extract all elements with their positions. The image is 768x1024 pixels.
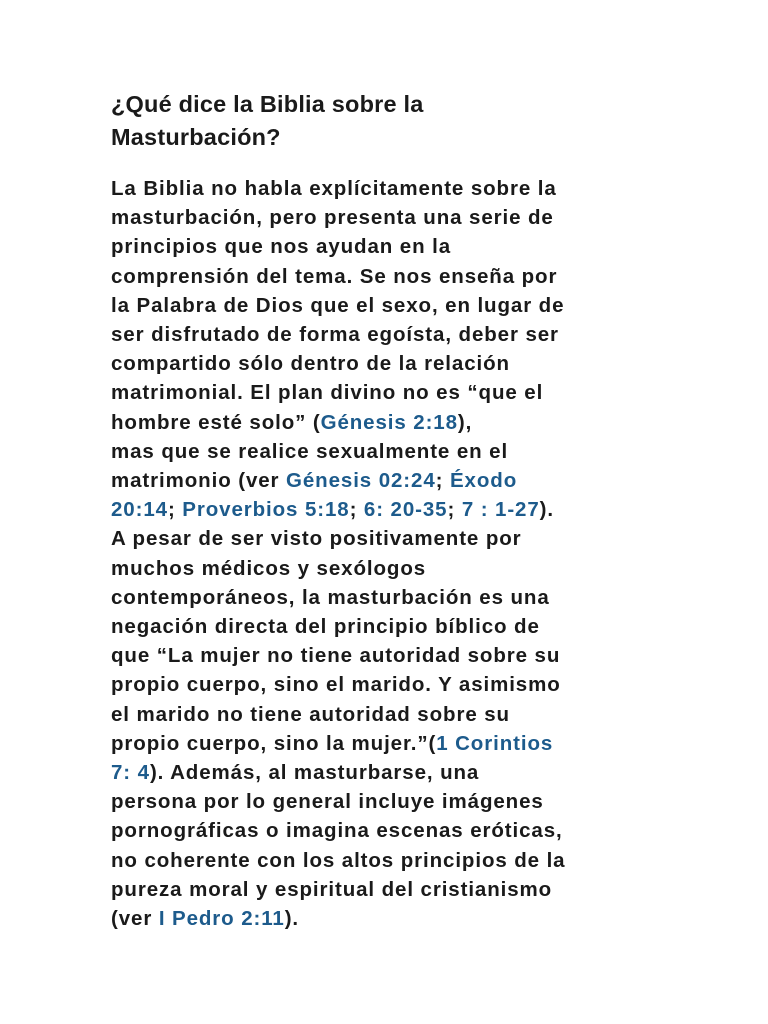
scripture-link-proverbios-5-18[interactable]: Proverbios 5:18 <box>182 498 350 522</box>
paragraph-line: negación directa del principio bíblico de <box>111 615 540 639</box>
paragraph-line: matrimonial. El plan divino no es “que el <box>111 381 544 405</box>
text-segment: ), <box>457 410 473 434</box>
article-paragraph <box>111 174 656 933</box>
paragraph-line: La Biblia no habla explícitamente sobre la <box>111 177 557 200</box>
scripture-link-genesis-2-18[interactable]: Génesis 2:18 <box>320 410 458 434</box>
text-segment: ; <box>167 498 183 522</box>
paragraph-line <box>111 466 656 495</box>
paragraph-line: pureza moral y espiritual del cristianismo <box>111 877 553 901</box>
paragraph-line: persona por lo general incluye imágenes <box>111 790 544 814</box>
scripture-link-genesis-02-24[interactable]: Génesis 02:24 <box>286 469 436 493</box>
text-segment: ). <box>539 498 554 522</box>
paragraph-line: no coherente con los altos principios de la <box>111 848 566 872</box>
scripture-link-i-pedro-2-11[interactable]: I Pedro 2:11 <box>158 907 285 931</box>
paragraph-line <box>111 408 656 437</box>
paragraph-line <box>111 904 656 933</box>
scripture-link-exodo-20-14[interactable]: 20:14 <box>111 498 168 522</box>
paragraph-line: contemporáneos, la masturbación es una <box>111 585 550 609</box>
paragraph-line: pornográficas o imagina escenas eróticas, <box>111 819 563 843</box>
paragraph-line: compartido sólo dentro de la relación <box>111 352 510 376</box>
paragraph-line: muchos médicos y sexólogos <box>111 556 427 580</box>
paragraph-line <box>111 758 656 787</box>
scripture-link-1-corintios-7-4[interactable]: 1 Corintios <box>436 731 554 755</box>
paragraph-line: el marido no tiene autoridad sobre su <box>111 702 510 726</box>
paragraph-line: ser disfrutado de forma egoísta, deber ser <box>111 323 559 347</box>
paragraph-line <box>111 495 656 524</box>
text-segment: ). <box>284 907 300 931</box>
scripture-link-6-20-35[interactable]: 6: 20-35 <box>363 498 448 522</box>
paragraph-line: masturbación, pero presenta una serie de <box>111 206 554 230</box>
text-segment: matrimonio (ver <box>111 469 287 493</box>
paragraph-line: propio cuerpo, sino el marido. Y asimismo <box>111 673 561 697</box>
paragraph-line <box>111 729 656 758</box>
text-segment: propio cuerpo, sino la mujer.”( <box>111 731 437 755</box>
document-page <box>111 88 656 933</box>
page-title <box>111 88 656 154</box>
text-segment: ). Además, al masturbarse, una <box>149 761 480 785</box>
paragraph-line: que “La mujer no tiene autoridad sobre su <box>111 644 561 668</box>
text-segment: ; <box>447 498 462 522</box>
text-segment: ; <box>349 498 364 522</box>
text-segment: (ver <box>111 907 159 931</box>
scripture-link-1-corintios-7-4[interactable]: 7: 4 <box>111 761 150 785</box>
paragraph-line: la Palabra de Dios que el sexo, en lugar de <box>111 293 565 317</box>
title-line: ¿Qué dice la Biblia sobre la <box>111 91 424 117</box>
scripture-link-exodo-20-14[interactable]: Éxodo <box>449 469 518 493</box>
paragraph-line: principios que nos ayudan en la <box>111 235 452 259</box>
paragraph-line: comprensión del tema. Se nos enseña por <box>111 264 558 288</box>
scripture-link-7-1-27[interactable]: 7 : 1-27 <box>461 498 540 522</box>
text-segment: hombre esté solo” ( <box>111 410 321 434</box>
text-segment: ; <box>435 469 450 493</box>
paragraph-line: mas que se realice sexualmente en el <box>111 439 509 463</box>
paragraph-line: A pesar de ser visto positivamente por <box>111 527 522 551</box>
title-line: Masturbación? <box>111 124 281 150</box>
